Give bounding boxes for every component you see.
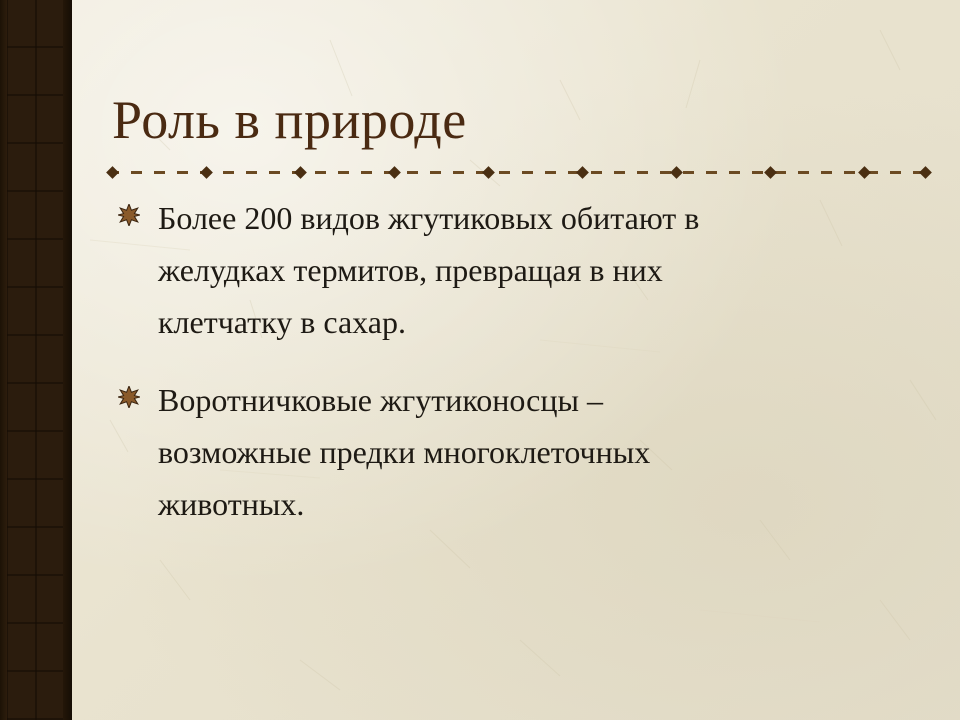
starburst-bullet-icon [118, 386, 140, 408]
starburst-bullet-icon [118, 204, 140, 226]
list-item-text [158, 374, 912, 530]
list-item-line: возможные предки многоклеточных [158, 434, 651, 470]
divider-diamond [294, 166, 307, 179]
band-edge-right [63, 0, 72, 720]
divider-diamond [670, 166, 683, 179]
list-item [112, 192, 912, 348]
divider-diamond [106, 166, 119, 179]
list-item-text [158, 192, 912, 348]
slide-title: Роль в природе [112, 90, 467, 150]
list-item-line: животных. [158, 486, 305, 522]
list-item-line: Воротничковые жгутиконосцы – [158, 382, 603, 418]
divider-diamond [858, 166, 871, 179]
band-edge-left [0, 0, 7, 720]
list-item [112, 374, 912, 530]
left-decorative-band [0, 0, 72, 720]
divider-dashes [108, 171, 930, 174]
list-item-line: клетчатку в сахар. [158, 304, 406, 340]
slide-body [112, 192, 912, 556]
band-grid-lines [6, 0, 64, 720]
divider-diamond [482, 166, 495, 179]
divider-diamond [576, 166, 589, 179]
title-divider [108, 168, 930, 178]
divider-diamond [919, 166, 932, 179]
divider-diamond [388, 166, 401, 179]
list-item-line: желудках термитов, превращая в них [158, 252, 663, 288]
list-item-line: Более 200 видов жгутиковых обитают в [158, 200, 700, 236]
divider-diamond [764, 166, 777, 179]
divider-diamond [200, 166, 213, 179]
